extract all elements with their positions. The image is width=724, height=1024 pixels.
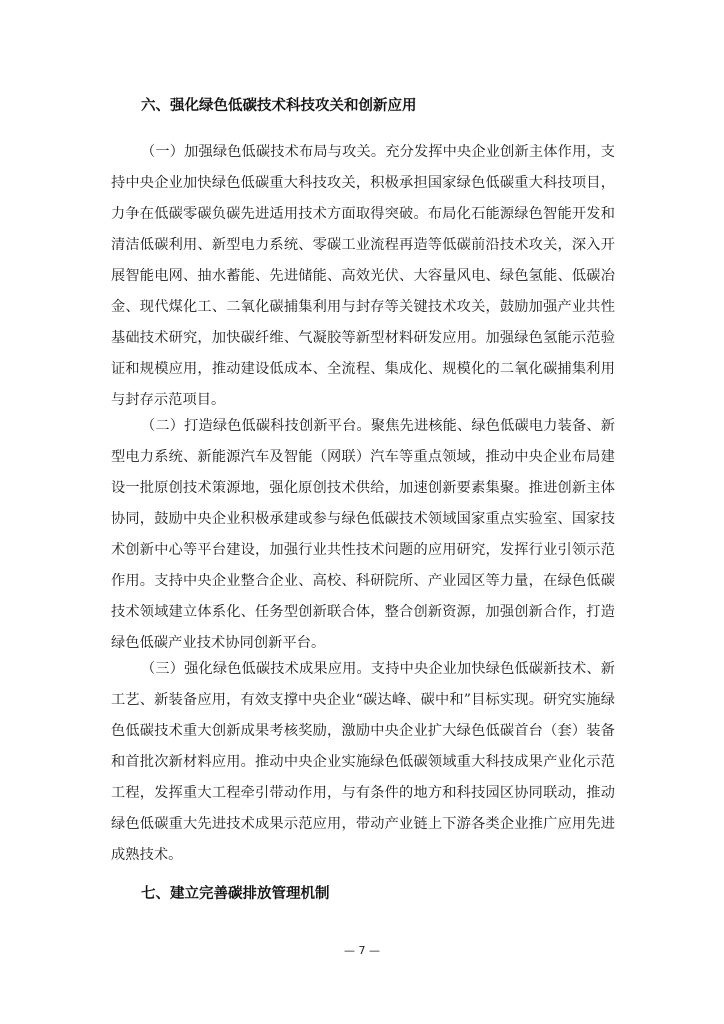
paragraph-6-1: （一）加强绿色低碳技术布局与攻关。充分发挥中央企业创新主体作用，支持中央企业加快绿色低碳重大科技攻关，积极承担国家绿色低碳重大科技项目，力争在低碳零碳负碳先进适用技术方面取得突破。布局化石能源绿色智能开发和清洁低碳利用、新型电力系统、零碳工业流程再造等低碳前沿技术攻关，深入开展智能电网、抽水蓄能、先进储能、高效光伏、大容量风电、绿色氢能、低碳冶金、现代煤化工、二氧化碳捕集利用与封存等关键技术攻关，鼓励加强产业共性基础技术研究，加快碳纤维、气凝胶等新型材料研发应用。加强绿色氢能示范验证和规模应用，推动建设低成本、全流程、集成化、规模化的二氧化碳捕集利用与封存示范项目。 bbox=[111, 144, 615, 408]
paragraph-6-2: （二）打造绿色低碳科技创新平台。聚焦先进核能、绿色低碳电力装备、新型电力系统、新能源汽车及智能（网联）汽车等重点领域，推动中央企业布局建设一批原创技术策源地，强化原创技术供给，加速创新要素集聚。推进创新主体协同，鼓励中央企业积极承建或参与绿色低碳技术领域国家重点实验室、国家技术创新中心等平台建设，加强行业共性技术问题的应用研究，发挥行业引领示范作用。支持中央企业整合企业、高校、科研院所、产业园区等力量，在绿色低碳技术领域建立体系化、任务型创新联合体，整合创新资源，加强创新合作，打造绿色低碳产业技术协同创新平台。 bbox=[111, 418, 615, 651]
section-6-heading: 六、强化绿色低碳技术科技攻关和创新应用 bbox=[141, 98, 417, 114]
page-number: — 7 — bbox=[344, 944, 380, 957]
paragraph-6-3: （三）强化绿色低碳技术成果应用。支持中央企业加快绿色低碳新技术、新工艺、新装备应用，有效支撑中央企业“碳达峰、碳中和”目标实现。研究实施绿色低碳技术重大创新成果考核奖励，激励中央企业扩大绿色低碳首台（套）装备和首批次新材料应用。推动中央企业实施绿色低碳领域重大科技成果产业化示范工程，发挥重大工程牵引带动作用，与有条件的地方和科技园区协同联动，推动绿色低碳重大先进技术成果示范应用，带动产业链上下游各类企业推广应用先进成熟技术。 bbox=[111, 661, 615, 863]
section-7-heading: 七、建立完善碳排放管理机制 bbox=[141, 886, 330, 902]
